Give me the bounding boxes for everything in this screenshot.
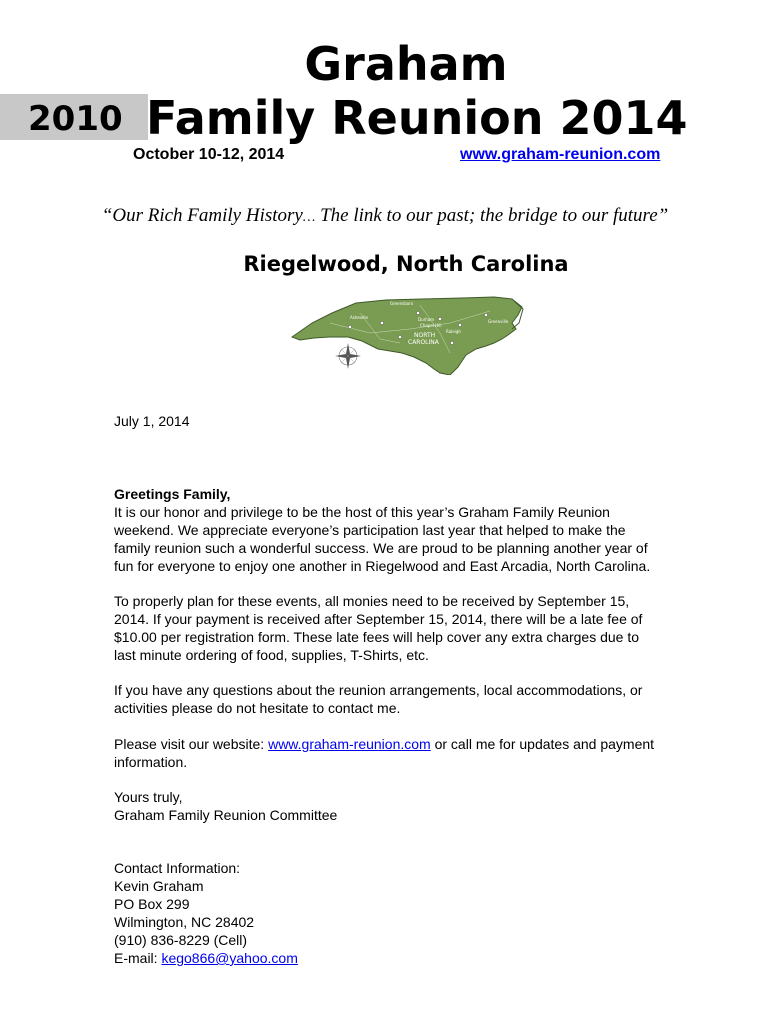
contact-email-label: E-mail: [114, 950, 162, 966]
contact-email-link[interactable]: kego866@yahoo.com [161, 950, 298, 966]
location-heading: Riegelwood, North Carolina [243, 252, 569, 276]
map-label-carolina: CAROLINA [408, 339, 439, 346]
motto-ellipsis: … [302, 210, 316, 225]
svg-text:Durham: Durham [418, 317, 435, 322]
paragraph-3 [114, 681, 714, 717]
title-line-1: Graham [304, 37, 508, 91]
paragraph-4-line-1 [114, 735, 714, 753]
motto [0, 205, 770, 229]
contact-heading: Contact Information: [114, 860, 241, 876]
closing: Yours truly, [114, 789, 183, 805]
paragraph-1-line: family reunion such a wonderful success. We are proud to be planning another year of [114, 540, 648, 556]
website-link-header[interactable]: www.graham-reunion.com [460, 146, 661, 163]
contact-name: Kevin Graham [114, 878, 204, 894]
paragraph-1-line: It is our honor and privilege to be the host of this year’s Graham Family Reunion [114, 504, 610, 520]
website-prefix: Please visit our website: [114, 736, 269, 752]
signature: Graham Family Reunion Committee [114, 807, 338, 823]
svg-text:Raleigh: Raleigh [446, 329, 461, 334]
north-carolina-map [290, 293, 524, 375]
paragraph-2-line: last minute ordering of food, supplies, T-Shirts, etc. [114, 647, 429, 663]
year-badge: 2010 [28, 99, 123, 139]
event-dates: October 10-12, 2014 [133, 146, 285, 163]
paragraph-4-line-2: information. [114, 754, 188, 770]
letter-date: July 1, 2014 [114, 413, 190, 429]
contact-po-box: PO Box 299 [114, 896, 190, 912]
svg-text:Chapel Hill: Chapel Hill [420, 323, 442, 328]
contact-block [114, 859, 714, 967]
motto-part-1: Our Rich Family History [112, 205, 303, 226]
svg-text:Asheville: Asheville [350, 315, 368, 320]
paragraph-4 [114, 735, 714, 771]
compass-rose-icon [335, 343, 361, 369]
paragraph-1-line: weekend. We appreciate everyone’s participation last year that helped to make the [114, 522, 626, 538]
contact-phone: (910) 836-8229 (Cell) [114, 932, 248, 948]
map-label-north: NORTH [414, 332, 436, 339]
contact-city: Wilmington, NC 28402 [114, 914, 255, 930]
paragraph-3-line: If you have any questions about the reunion arrangements, local accommodations, or [114, 682, 643, 698]
motto-open-quote: “ [101, 205, 113, 226]
paragraph-2-line: $10.00 per registration form. These late fees will help cover any extra charges due to [114, 629, 640, 645]
paragraph-1 [114, 503, 714, 575]
paragraph-2-line: To properly plan for these events, all monies need to be received by September 15, [114, 593, 630, 609]
state-outline [292, 297, 522, 375]
paragraph-2 [114, 592, 714, 664]
paragraph-2-line: 2014. If your payment is received after September 15, 2014, there will be a late fee of [114, 611, 643, 627]
paragraph-3-line: activities please do not hesitate to contact me. [114, 700, 401, 716]
website-suffix: or call me for updates and payment [430, 736, 655, 752]
svg-text:Greenville: Greenville [488, 319, 509, 324]
greeting: Greetings Family, [114, 486, 231, 502]
motto-close-quote: ” [657, 205, 669, 226]
contact-email-line [114, 949, 714, 967]
svg-text:Greensboro: Greensboro [390, 301, 414, 306]
title-line-2: Family Reunion 2014 [146, 91, 688, 145]
motto-part-2: The link to our past; the bridge to our future [315, 205, 658, 226]
website-link-body[interactable]: www.graham-reunion.com [268, 736, 431, 752]
paragraph-1-line: fun for everyone to enjoy one another in Riegelwood and East Arcadia, North Carolina. [114, 558, 651, 574]
